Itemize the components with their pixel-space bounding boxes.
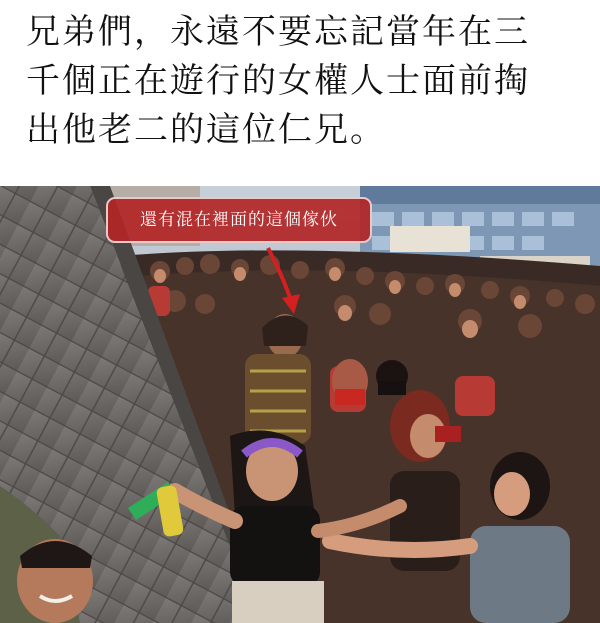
caption-line-1: 兄弟們，永遠不要忘記當年在三 (26, 12, 530, 52)
post-caption (26, 8, 586, 155)
annotation-callout: 還有混在裡面的這個傢伙 (106, 197, 372, 243)
caption-line-3: 出他老二的這位仁兄。 (26, 110, 386, 150)
protest-photo (0, 186, 600, 623)
caption-line-2: 千個正在遊行的女權人士面前掏 (26, 61, 530, 101)
photo-illustration (0, 186, 600, 623)
